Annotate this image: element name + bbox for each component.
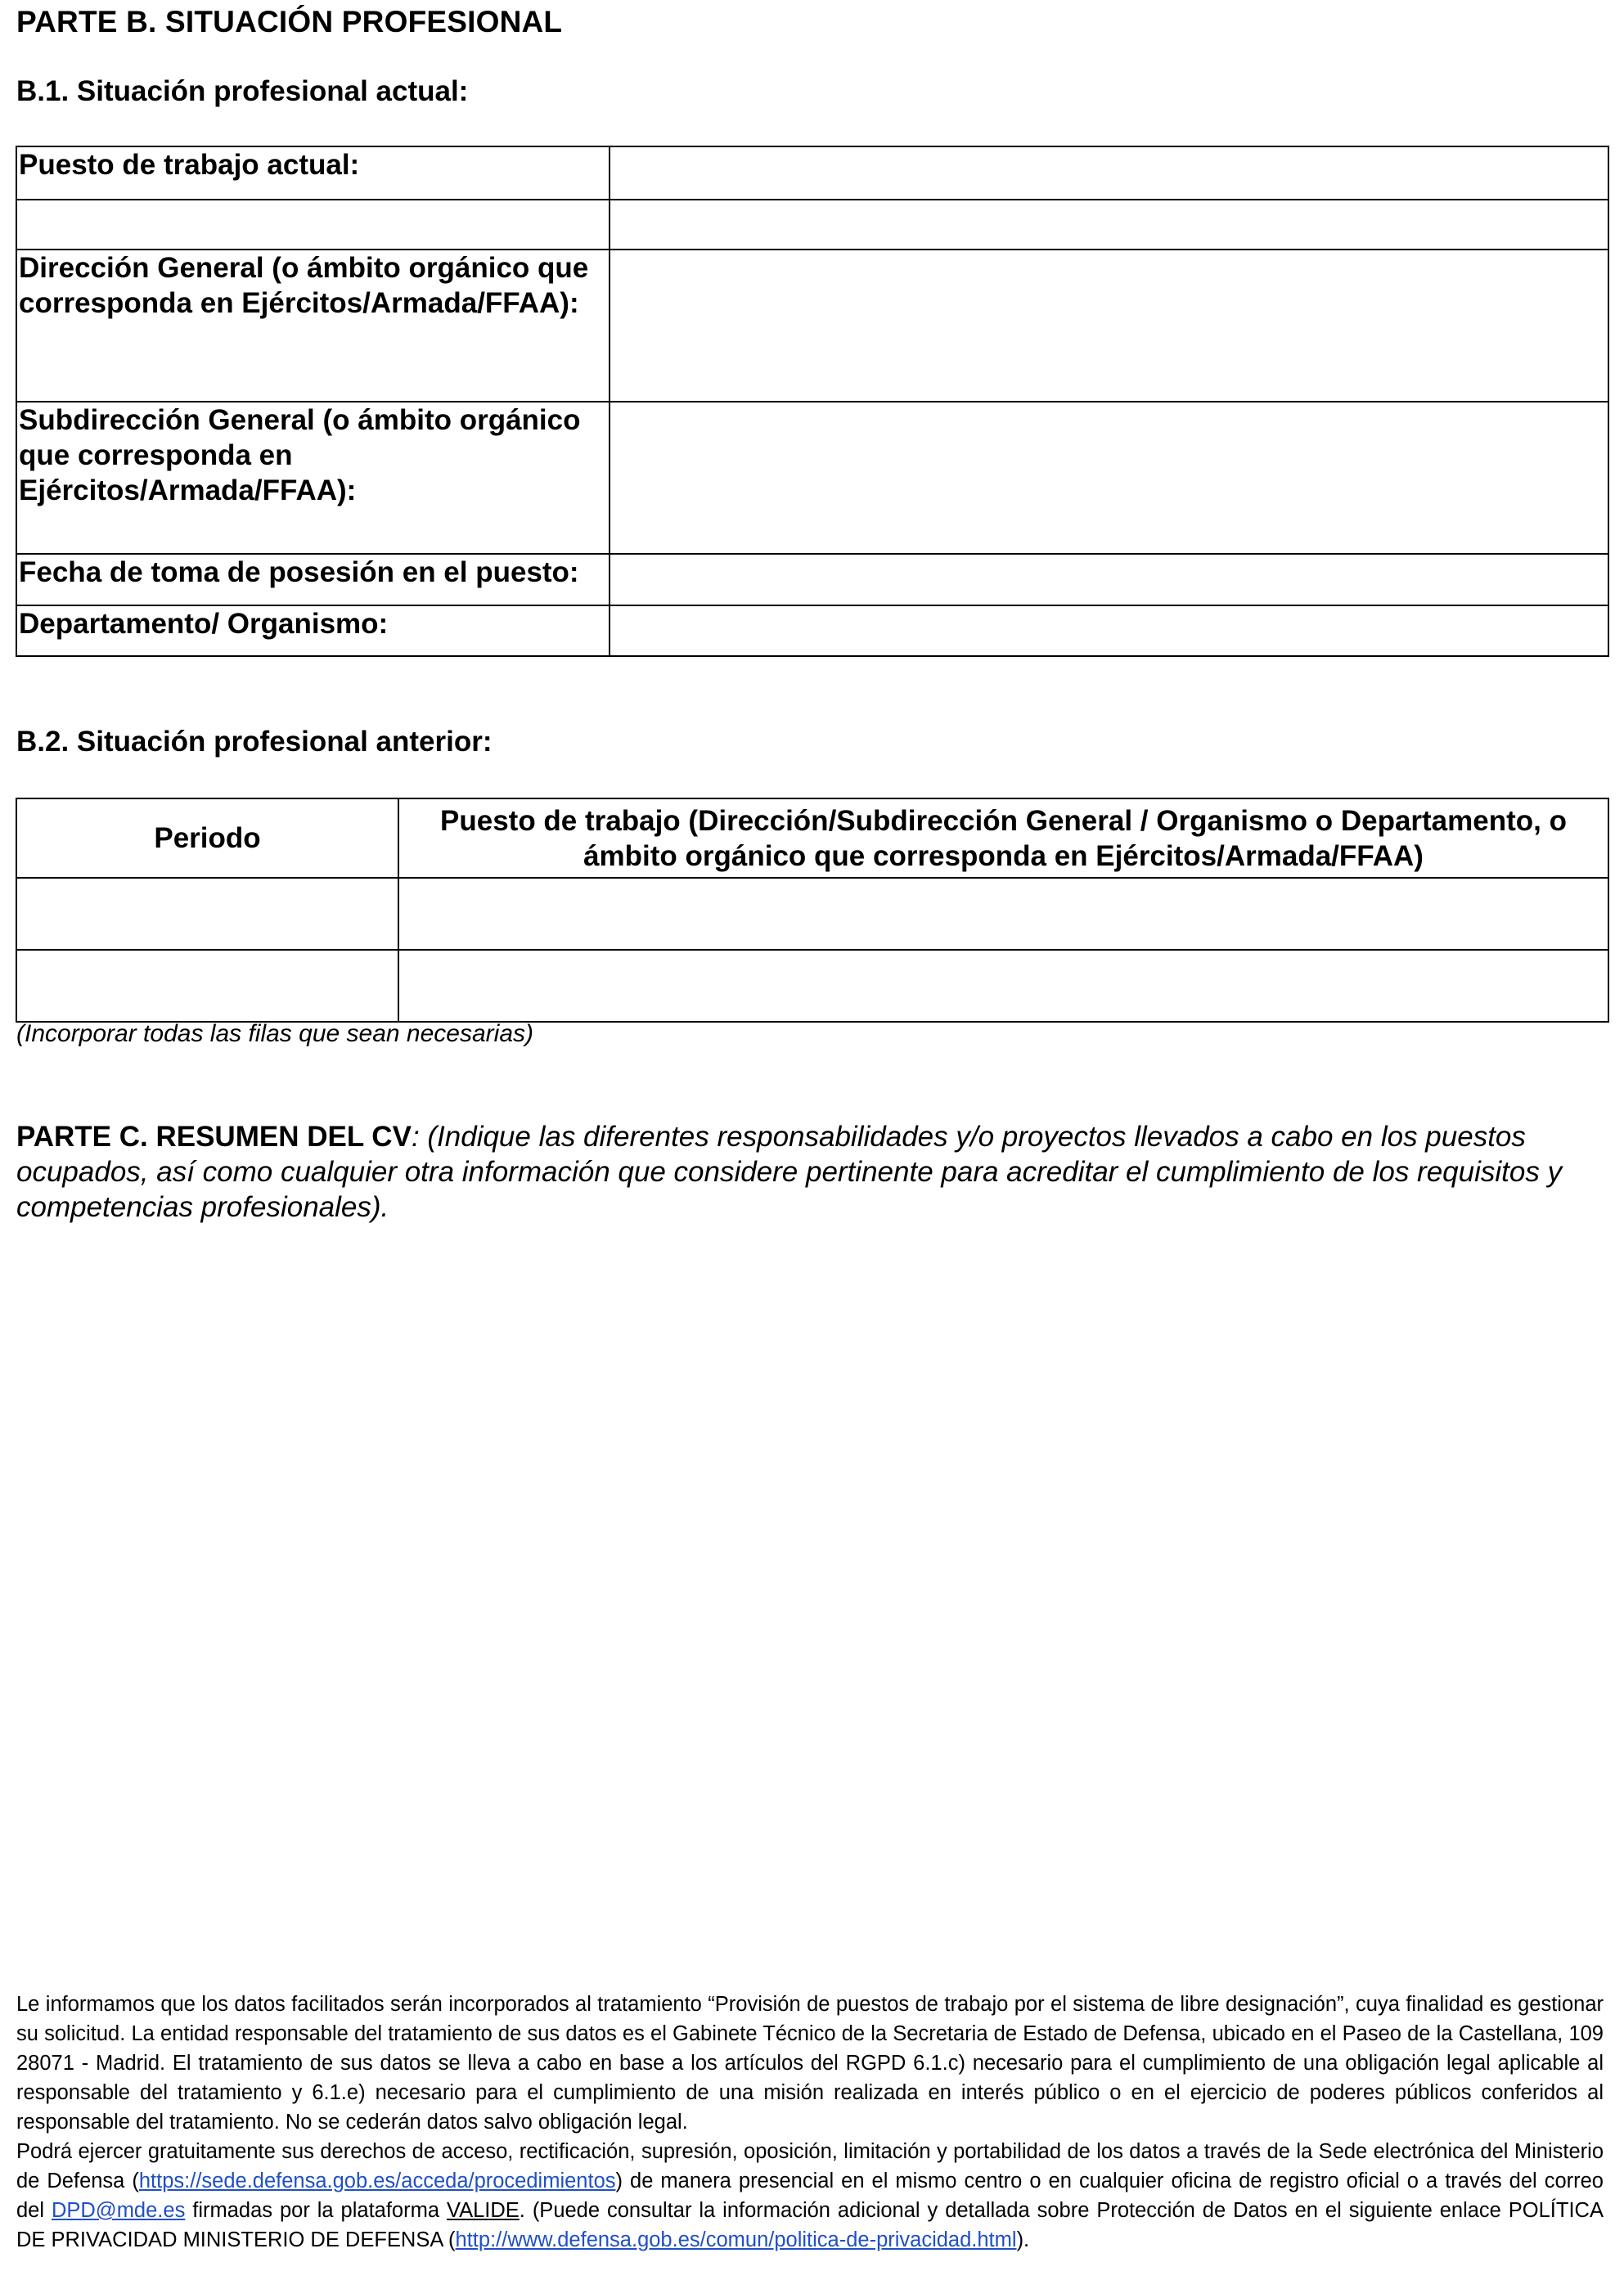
dpd-email-link[interactable]: DPD@mde.es: [51, 2199, 186, 2222]
b2-table: [16, 798, 1609, 1023]
parte-c-block: [16, 1119, 1608, 1225]
b2-cell-periodo[interactable]: [16, 950, 398, 1022]
b2-header-puesto: Puesto de trabajo (Dirección/Subdirección General / Organismo o Departamento, o ámbito orgánico que corresponda en Ejércitos/Armada/FFAA): [398, 798, 1608, 878]
b2-cell-puesto[interactable]: [398, 950, 1608, 1022]
b1-value-subdireccion-general[interactable]: [610, 402, 1608, 554]
b2-cell-puesto[interactable]: [398, 878, 1608, 950]
legal-text: ) de manera presencial en el mismo centro o en cualquier oficina de registro oficial o a través del correo del: [16, 2170, 1604, 2222]
b1-value-direccion-general[interactable]: [610, 250, 1608, 402]
sede-link[interactable]: https://sede.defensa.gob.es/acceda/procedimientos: [138, 2170, 616, 2192]
b1-value-fecha-posesion[interactable]: [610, 554, 1608, 605]
parte-c-title: PARTE C. RESUMEN DEL CV: [16, 1121, 412, 1153]
b1-value-departamento[interactable]: [610, 605, 1608, 656]
b1-label-departamento: Departamento/ Organismo:: [16, 605, 610, 656]
b1-label-fecha-posesion: Fecha de toma de posesión en el puesto:: [16, 554, 610, 605]
privacy-policy-link[interactable]: http://www.defensa.gob.es/comun/politica-de-privacidad.html: [455, 2228, 1017, 2251]
legal-text: . (Puede consultar la información adicional y detallada sobre Protección de Datos en el siguiente enlace POLÍTICA DE PRIVACIDAD MINISTERIO DE DEFENSA (: [16, 2199, 1604, 2251]
b2-header-periodo: Periodo: [16, 798, 398, 878]
b1-table: [16, 146, 1609, 657]
b1-value-puesto[interactable]: [610, 146, 1608, 200]
parte-b-title: PARTE B. SITUACIÓN PROFESIONAL: [16, 5, 563, 38]
b1-label-puesto: Puesto de trabajo actual:: [16, 146, 610, 200]
b1-title: B.1. Situación profesional actual:: [16, 75, 469, 107]
legal-text: firmadas por la plataforma: [185, 2199, 447, 2222]
b1-value-blank[interactable]: [610, 200, 1608, 250]
legal-paragraph-2: [16, 2137, 1604, 2255]
valide-link[interactable]: VALIDE: [446, 2199, 520, 2222]
b1-label-direccion-general: Dirección General (o ámbito orgánico que corresponda en Ejércitos/Armada/FFAA):: [16, 250, 610, 402]
b2-title: B.2. Situación profesional anterior:: [16, 726, 493, 758]
b1-label-subdireccion-general: Subdirección General (o ámbito orgánico que corresponda en Ejércitos/Armada/FFAA):: [16, 402, 610, 554]
legal-notice: [16, 1990, 1604, 2255]
parte-c-text: : (Indique las diferentes responsabilidades y/o proyectos llevados a cabo en los puestos ocupados, así como cualquier otra información que considere pertinente para acreditar el cumplimiento de los requisitos y competencias profesionales).: [16, 1121, 1563, 1223]
b1-label-blank: [16, 200, 610, 250]
b2-cell-periodo[interactable]: [16, 878, 398, 950]
b2-note: (Incorporar todas las filas que sean necesarias): [16, 1020, 533, 1047]
legal-text: Podrá ejercer gratuitamente sus derechos de acceso, rectificación, supresión, oposición, limitación y portabilidad de los datos a través de la Sede electrónica del Ministerio de Defensa (: [16, 2140, 1604, 2192]
legal-paragraph-1: Le informamos que los datos facilitados serán incorporados al tratamiento “Provisión de puestos de trabajo por el sistema de libre designación”, cuya finalidad es gestionar su solicitud. La entidad responsable del tratamiento de sus datos es el Gabinete Técnico de la Secretaria de Estado de Defensa, ubicado en el Paseo de la Castellana, 109 28071 - Madrid. El tratamiento de sus datos se lleva a cabo en base a los artículos del RGPD 6.1.c) necesario para el cumplimiento de una obligación legal aplicable al responsable del tratamiento y 6.1.e) necesario para el cumplimiento de una misión realizada en interés público o en el ejercicio de poderes públicos conferidos al responsable del tratamiento. No se cederán datos salvo obligación legal.: [16, 1993, 1604, 2134]
legal-text: ).: [1016, 2228, 1030, 2251]
